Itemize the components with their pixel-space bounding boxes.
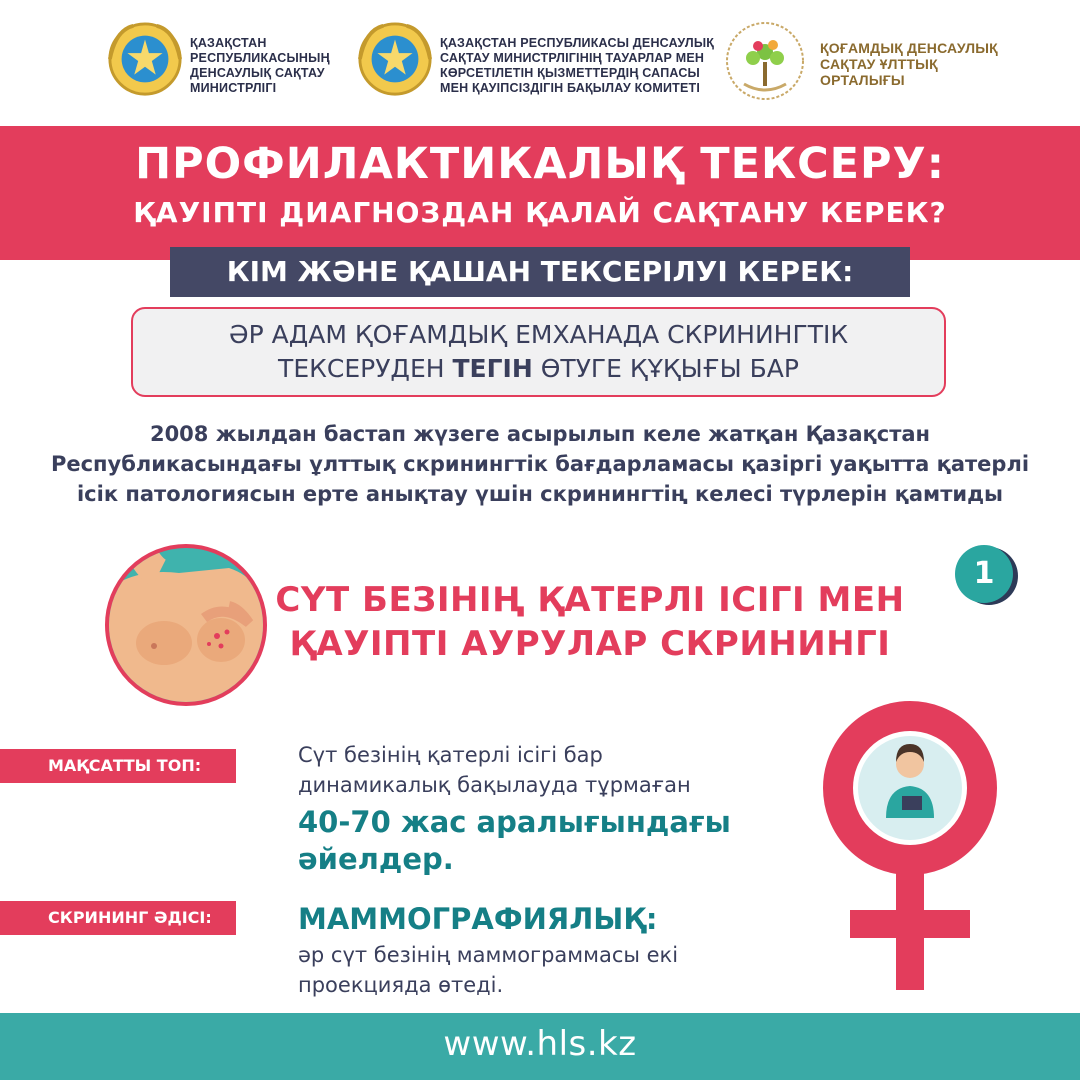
- screening-number-badge: 1: [955, 545, 1013, 603]
- page-subtitle: ҚАУІПТІ ДИАГНОЗДАН ҚАЛАЙ САҚТАНУ КЕРЕК?: [133, 196, 947, 229]
- method-name: МАММОГРАФИЯЛЫҚ:: [298, 902, 658, 936]
- intro-line-1: 2008 жылдан бастап жүзеге асырылып келе жатқан Қазақстан: [149, 422, 931, 446]
- target-line-1: Сүт безінің қатерлі ісігі бар: [298, 743, 603, 767]
- kazakhstan-emblem-icon: [106, 20, 184, 98]
- breast-exam-illustration: [105, 544, 267, 706]
- target-line-2: динамикалық бақылауда тұрмаған: [298, 773, 691, 797]
- target-group-label: МАҚСАТТЫ ТОП:: [0, 749, 236, 783]
- rights-line-2-pre: ТЕКСЕРУДЕН: [278, 354, 453, 383]
- target-age-range: 40-70 жас аралығындағы: [298, 805, 731, 839]
- female-symbol-icon: [820, 700, 1000, 1000]
- ministry-name: ҚАЗАҚСТАН РЕСПУБЛИКАСЫНЫҢ ДЕНСАУЛЫҚ САҚТАУ МИНИСТРЛІГІ: [190, 36, 330, 95]
- screening-title-line-1: СҮТ БЕЗІНІҢ ҚАТЕРЛІ ІСІГІ МЕН: [275, 580, 905, 620]
- kazakhstan-emblem-icon: [356, 20, 434, 98]
- rights-line-1: ӘР АДАМ ҚОҒАМДЫҚ ЕМХАНАДА СКРИНИНГТІК: [228, 320, 849, 349]
- rights-line-2-post: ӨТУГЕ ҚҰҚЫҒЫ БАР: [532, 354, 799, 383]
- website-link[interactable]: www.hls.kz: [443, 1024, 637, 1064]
- who-heading: КІМ ЖӘНЕ ҚАШАН ТЕКСЕРІЛУІ КЕРЕК:: [226, 255, 854, 288]
- hls-center-name: ҚОҒАМДЫҚ ДЕНСАУЛЫҚ САҚТАУ ҰЛТТЫҚ ОРТАЛЫҒЫ: [820, 40, 998, 88]
- intro-line-3: ісік патологиясын ерте анықтау үшін скринингтің келесі түрлерін қамтиды: [76, 482, 1004, 506]
- rights-free-emphasis: ТЕГІН: [452, 354, 533, 383]
- screening-method-label: СКРИНИНГ ӘДІСІ:: [0, 901, 236, 935]
- intro-line-2: Республикасындағы ұлттық скринингтік бағдарламасы қазіргі уақытта қатерлі: [50, 452, 1030, 476]
- target-women: әйелдер.: [298, 842, 454, 876]
- method-line-1: әр сүт безінің маммограммасы екі: [298, 943, 679, 967]
- hls-tree-logo-icon: [722, 18, 808, 104]
- page-title: ПРОФИЛАКТИКАЛЫҚ ТЕКСЕРУ:: [135, 139, 945, 189]
- method-line-2: проекцияда өтеді.: [298, 973, 504, 997]
- committee-name: ҚАЗАҚСТАН РЕСПУБЛИКАСЫ ДЕНСАУЛЫҚ САҚТАУ МИНИСТРЛІГІНІҢ ТАУАРЛАР МЕН КӨРСЕТІЛЕТІН ҚЫЗМЕТТЕРДІҢ САПАСЫ МЕН ҚАУІПСІЗДІГІН БАҚЫЛАУ КОМИТЕТІ: [440, 36, 715, 95]
- breast-exam-icon: [109, 548, 263, 702]
- rights-line-2: [131, 354, 946, 383]
- screening-title-line-2: ҚАУІПТІ АУРУЛАР СКРИНИНГІ: [289, 624, 891, 664]
